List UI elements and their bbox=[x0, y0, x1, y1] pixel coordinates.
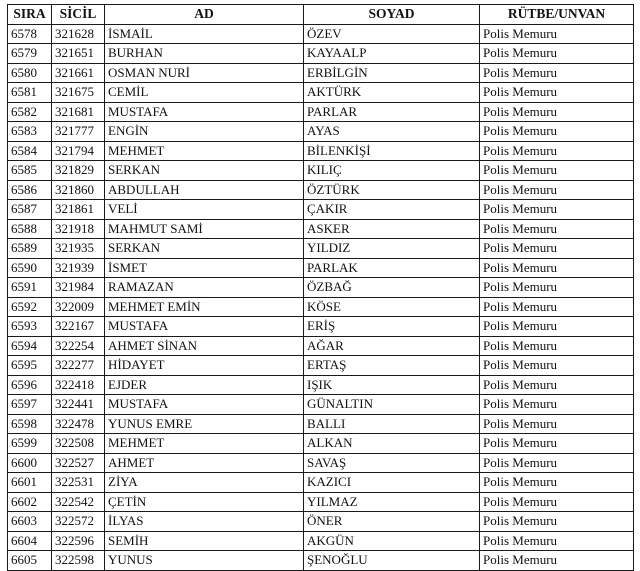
cell-soyad: GÜNALTIN bbox=[304, 395, 480, 415]
cell-sira: 6597 bbox=[8, 395, 52, 415]
cell-sicil: 321661 bbox=[52, 63, 105, 83]
cell-sira: 6596 bbox=[8, 375, 52, 395]
cell-sicil: 322254 bbox=[52, 336, 105, 356]
table-body bbox=[8, 24, 634, 570]
cell-soyad: YILMAZ bbox=[304, 492, 480, 512]
cell-sicil: 321829 bbox=[52, 161, 105, 181]
table-row bbox=[8, 473, 634, 493]
cell-rutbe: Polis Memuru bbox=[480, 297, 634, 317]
cell-rutbe: Polis Memuru bbox=[480, 473, 634, 493]
header-sicil: SİCİL bbox=[52, 5, 105, 25]
cell-soyad: ERBİLGİN bbox=[304, 63, 480, 83]
cell-soyad: ÖZTÜRK bbox=[304, 180, 480, 200]
cell-soyad: ŞENOĞLU bbox=[304, 551, 480, 571]
table-row bbox=[8, 317, 634, 337]
cell-ad: MUSTAFA bbox=[105, 395, 304, 415]
cell-rutbe: Polis Memuru bbox=[480, 24, 634, 44]
cell-sicil: 321935 bbox=[52, 239, 105, 259]
cell-sira: 6601 bbox=[8, 473, 52, 493]
cell-sicil: 322418 bbox=[52, 375, 105, 395]
table-row bbox=[8, 512, 634, 532]
table-row bbox=[8, 297, 634, 317]
cell-rutbe: Polis Memuru bbox=[480, 375, 634, 395]
cell-ad: İSMET bbox=[105, 258, 304, 278]
cell-soyad: ÖZBAĞ bbox=[304, 278, 480, 298]
cell-rutbe: Polis Memuru bbox=[480, 180, 634, 200]
cell-sira: 6589 bbox=[8, 239, 52, 259]
table-row bbox=[8, 395, 634, 415]
table-row bbox=[8, 278, 634, 298]
table-row bbox=[8, 200, 634, 220]
cell-soyad: YILDIZ bbox=[304, 239, 480, 259]
cell-ad: OSMAN NURİ bbox=[105, 63, 304, 83]
cell-rutbe: Polis Memuru bbox=[480, 434, 634, 454]
cell-sicil: 322531 bbox=[52, 473, 105, 493]
cell-sira: 6599 bbox=[8, 434, 52, 454]
cell-ad: MEHMET bbox=[105, 141, 304, 161]
cell-sira: 6578 bbox=[8, 24, 52, 44]
cell-ad: ZİYA bbox=[105, 473, 304, 493]
cell-ad: HİDAYET bbox=[105, 356, 304, 376]
cell-sira: 6602 bbox=[8, 492, 52, 512]
cell-sicil: 321861 bbox=[52, 200, 105, 220]
cell-soyad: ERİŞ bbox=[304, 317, 480, 337]
cell-rutbe: Polis Memuru bbox=[480, 200, 634, 220]
cell-rutbe: Polis Memuru bbox=[480, 531, 634, 551]
table-row bbox=[8, 122, 634, 142]
cell-soyad: ÇAKIR bbox=[304, 200, 480, 220]
cell-sira: 6590 bbox=[8, 258, 52, 278]
cell-rutbe: Polis Memuru bbox=[480, 336, 634, 356]
cell-rutbe: Polis Memuru bbox=[480, 278, 634, 298]
cell-sira: 6586 bbox=[8, 180, 52, 200]
cell-ad: AHMET SİNAN bbox=[105, 336, 304, 356]
cell-ad: BURHAN bbox=[105, 44, 304, 64]
cell-soyad: BİLENKİŞİ bbox=[304, 141, 480, 161]
table-row bbox=[8, 44, 634, 64]
cell-soyad: PARLAK bbox=[304, 258, 480, 278]
cell-rutbe: Polis Memuru bbox=[480, 141, 634, 161]
cell-sicil: 321984 bbox=[52, 278, 105, 298]
cell-rutbe: Polis Memuru bbox=[480, 161, 634, 181]
cell-sira: 6581 bbox=[8, 83, 52, 103]
cell-sicil: 322167 bbox=[52, 317, 105, 337]
cell-sira: 6604 bbox=[8, 531, 52, 551]
cell-soyad: ASKER bbox=[304, 219, 480, 239]
cell-sicil: 321777 bbox=[52, 122, 105, 142]
cell-sicil: 322572 bbox=[52, 512, 105, 532]
cell-ad: ÇETİN bbox=[105, 492, 304, 512]
cell-sira: 6592 bbox=[8, 297, 52, 317]
cell-rutbe: Polis Memuru bbox=[480, 551, 634, 571]
cell-ad: MEHMET EMİN bbox=[105, 297, 304, 317]
header-sira: SIRA bbox=[8, 5, 52, 25]
cell-sicil: 322596 bbox=[52, 531, 105, 551]
cell-soyad: AĞAR bbox=[304, 336, 480, 356]
cell-sicil: 321628 bbox=[52, 24, 105, 44]
cell-sira: 6594 bbox=[8, 336, 52, 356]
cell-sira: 6582 bbox=[8, 102, 52, 122]
table-row bbox=[8, 180, 634, 200]
cell-sira: 6584 bbox=[8, 141, 52, 161]
cell-soyad: PARLAR bbox=[304, 102, 480, 122]
header-row bbox=[8, 5, 634, 25]
cell-soyad: AYAS bbox=[304, 122, 480, 142]
cell-ad: ABDULLAH bbox=[105, 180, 304, 200]
cell-rutbe: Polis Memuru bbox=[480, 512, 634, 532]
table-row bbox=[8, 551, 634, 571]
table-row bbox=[8, 102, 634, 122]
cell-sira: 6591 bbox=[8, 278, 52, 298]
cell-ad: YUNUS EMRE bbox=[105, 414, 304, 434]
table-row bbox=[8, 531, 634, 551]
cell-sicil: 321675 bbox=[52, 83, 105, 103]
cell-rutbe: Polis Memuru bbox=[480, 492, 634, 512]
table-row bbox=[8, 414, 634, 434]
cell-soyad: BALLI bbox=[304, 414, 480, 434]
cell-soyad: ALKAN bbox=[304, 434, 480, 454]
cell-soyad: KÖSE bbox=[304, 297, 480, 317]
cell-sicil: 322508 bbox=[52, 434, 105, 454]
cell-sira: 6595 bbox=[8, 356, 52, 376]
table-row bbox=[8, 356, 634, 376]
cell-rutbe: Polis Memuru bbox=[480, 395, 634, 415]
cell-rutbe: Polis Memuru bbox=[480, 258, 634, 278]
cell-sicil: 321918 bbox=[52, 219, 105, 239]
table-row bbox=[8, 219, 634, 239]
cell-sira: 6583 bbox=[8, 122, 52, 142]
cell-ad: SERKAN bbox=[105, 239, 304, 259]
table-row bbox=[8, 141, 634, 161]
cell-sira: 6600 bbox=[8, 453, 52, 473]
cell-rutbe: Polis Memuru bbox=[480, 83, 634, 103]
table-row bbox=[8, 239, 634, 259]
cell-sicil: 321794 bbox=[52, 141, 105, 161]
cell-ad: ENGİN bbox=[105, 122, 304, 142]
header-ad: AD bbox=[105, 5, 304, 25]
cell-rutbe: Polis Memuru bbox=[480, 414, 634, 434]
cell-sicil: 321939 bbox=[52, 258, 105, 278]
cell-ad: EJDER bbox=[105, 375, 304, 395]
cell-ad: SEMİH bbox=[105, 531, 304, 551]
cell-soyad: ÖNER bbox=[304, 512, 480, 532]
cell-rutbe: Polis Memuru bbox=[480, 453, 634, 473]
cell-sira: 6588 bbox=[8, 219, 52, 239]
cell-sira: 6579 bbox=[8, 44, 52, 64]
cell-sicil: 322527 bbox=[52, 453, 105, 473]
header-rutbe: RÜTBE/UNVAN bbox=[480, 5, 634, 25]
cell-ad: MUSTAFA bbox=[105, 102, 304, 122]
cell-rutbe: Polis Memuru bbox=[480, 44, 634, 64]
table-row bbox=[8, 83, 634, 103]
cell-ad: RAMAZAN bbox=[105, 278, 304, 298]
cell-ad: MUSTAFA bbox=[105, 317, 304, 337]
table-row bbox=[8, 161, 634, 181]
cell-ad: SERKAN bbox=[105, 161, 304, 181]
table-row bbox=[8, 258, 634, 278]
cell-rutbe: Polis Memuru bbox=[480, 102, 634, 122]
cell-sicil: 321681 bbox=[52, 102, 105, 122]
cell-soyad: ÖZEV bbox=[304, 24, 480, 44]
header-soyad: SOYAD bbox=[304, 5, 480, 25]
cell-sira: 6598 bbox=[8, 414, 52, 434]
cell-sira: 6580 bbox=[8, 63, 52, 83]
cell-sicil: 322598 bbox=[52, 551, 105, 571]
table-row bbox=[8, 492, 634, 512]
cell-soyad: IŞIK bbox=[304, 375, 480, 395]
cell-soyad: KAZICI bbox=[304, 473, 480, 493]
cell-rutbe: Polis Memuru bbox=[480, 219, 634, 239]
cell-soyad: KILIÇ bbox=[304, 161, 480, 181]
cell-sira: 6593 bbox=[8, 317, 52, 337]
personnel-table bbox=[7, 4, 634, 571]
cell-sicil: 321860 bbox=[52, 180, 105, 200]
cell-soyad: AKGÜN bbox=[304, 531, 480, 551]
cell-ad: İSMAİL bbox=[105, 24, 304, 44]
cell-sicil: 322009 bbox=[52, 297, 105, 317]
cell-ad: YUNUS bbox=[105, 551, 304, 571]
cell-ad: CEMİL bbox=[105, 83, 304, 103]
cell-ad: VELİ bbox=[105, 200, 304, 220]
table-row bbox=[8, 453, 634, 473]
table-row bbox=[8, 24, 634, 44]
cell-soyad: AKTÜRK bbox=[304, 83, 480, 103]
cell-rutbe: Polis Memuru bbox=[480, 317, 634, 337]
cell-soyad: ERTAŞ bbox=[304, 356, 480, 376]
cell-rutbe: Polis Memuru bbox=[480, 63, 634, 83]
cell-sira: 6603 bbox=[8, 512, 52, 532]
table-row bbox=[8, 336, 634, 356]
cell-sicil: 322478 bbox=[52, 414, 105, 434]
table-row bbox=[8, 434, 634, 454]
cell-ad: İLYAS bbox=[105, 512, 304, 532]
cell-ad: MAHMUT SAMİ bbox=[105, 219, 304, 239]
cell-rutbe: Polis Memuru bbox=[480, 356, 634, 376]
cell-ad: AHMET bbox=[105, 453, 304, 473]
cell-rutbe: Polis Memuru bbox=[480, 122, 634, 142]
cell-soyad: KAYAALP bbox=[304, 44, 480, 64]
cell-sira: 6587 bbox=[8, 200, 52, 220]
table-row bbox=[8, 63, 634, 83]
cell-sira: 6605 bbox=[8, 551, 52, 571]
cell-soyad: SAVAŞ bbox=[304, 453, 480, 473]
cell-ad: MEHMET bbox=[105, 434, 304, 454]
cell-sicil: 322441 bbox=[52, 395, 105, 415]
cell-sicil: 322277 bbox=[52, 356, 105, 376]
cell-sicil: 321651 bbox=[52, 44, 105, 64]
table-row bbox=[8, 375, 634, 395]
cell-rutbe: Polis Memuru bbox=[480, 239, 634, 259]
cell-sicil: 322542 bbox=[52, 492, 105, 512]
cell-sira: 6585 bbox=[8, 161, 52, 181]
